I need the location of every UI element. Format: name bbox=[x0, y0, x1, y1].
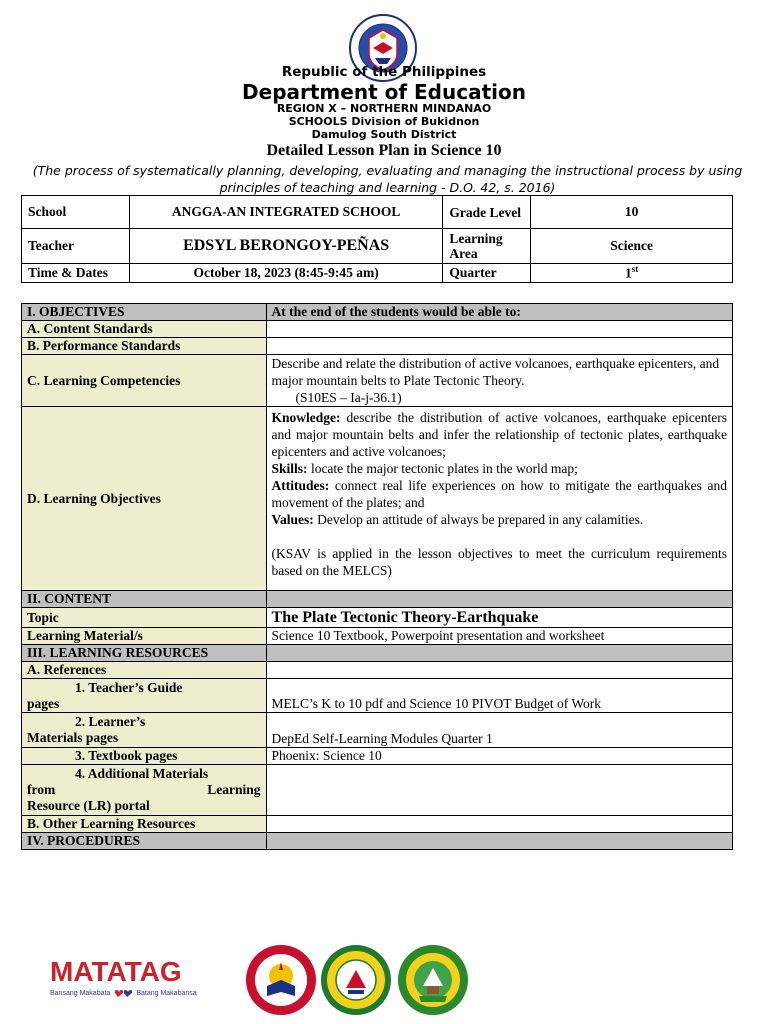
teachers-guide-label-line1: 1. Teacher’s Guide bbox=[75, 679, 183, 695]
additional-materials-label-line2 bbox=[27, 782, 261, 798]
skills-text: locate the major tectonic plates in the world map; bbox=[307, 461, 578, 476]
additional-materials-learning: Learning bbox=[207, 782, 261, 797]
attitudes-objective bbox=[272, 477, 727, 511]
procedures-section-label: IV. PROCEDURES bbox=[22, 833, 267, 850]
topic-label: Topic bbox=[22, 608, 267, 628]
matatag-tagline-right: Batang Makabansa bbox=[136, 989, 197, 997]
matatag-tagline-left: Bansang Makabata bbox=[50, 989, 111, 997]
values-label: Values: bbox=[271, 512, 314, 527]
department-heading: Department of Education bbox=[242, 80, 526, 104]
knowledge-objective bbox=[272, 409, 727, 460]
learning-area-label: Learning Area bbox=[443, 229, 531, 264]
other-resources-label: B. Other Learning Resources bbox=[22, 816, 267, 833]
hearts-icon bbox=[114, 988, 132, 998]
learning-material-value: Science 10 Textbook, Powerpoint presentation and worksheet bbox=[266, 628, 732, 645]
additional-materials-label bbox=[22, 765, 267, 816]
learning-resources-section-value bbox=[266, 645, 732, 662]
attitudes-label: Attitudes: bbox=[271, 478, 330, 493]
textbook-pages-label: 3. Textbook pages bbox=[22, 748, 267, 765]
other-resources-value bbox=[266, 816, 732, 833]
ksav-note: (KSAV is applied in the lesson objectives to meet the curriculum requirements based on the MELCS) bbox=[271, 546, 727, 578]
school-label: School bbox=[22, 196, 130, 229]
time-dates-value: October 18, 2023 (8:45-9:45 am) bbox=[129, 264, 443, 283]
content-section-label: II. CONTENT bbox=[22, 591, 267, 608]
attitudes-text: connect real life experiences on how to mitigate the earthquakes and movement of the plates; and bbox=[271, 478, 727, 510]
additional-materials-label-line3: Resource (LR) portal bbox=[27, 798, 150, 813]
quarter-suffix: st bbox=[631, 264, 639, 275]
additional-materials-label-line1: 4. Additional Materials bbox=[75, 766, 209, 781]
objectives-section-label: I. OBJECTIVES bbox=[22, 304, 267, 321]
lesson-plan-title: Detailed Lesson Plan in Science 10 bbox=[266, 142, 502, 159]
learning-competencies-value bbox=[266, 355, 732, 407]
learning-material-label: Learning Material/s bbox=[22, 628, 267, 645]
performance-standards-label: B. Performance Standards bbox=[22, 338, 267, 355]
matatag-wordmark: MATATAG bbox=[50, 956, 182, 987]
learners-materials-label-line1: 2. Learner’s bbox=[75, 714, 146, 729]
values-objective bbox=[272, 511, 727, 528]
school-value: ANGGA-AN INTEGRATED SCHOOL bbox=[129, 196, 443, 229]
knowledge-text: describe the distribution of active volcanoes, earthquake epicenters and major mountain belts and infer the relationship of tectonic plates, earthquake epicenters and active volcanoes; bbox=[271, 410, 727, 459]
topic-value: The Plate Tectonic Theory-Earthquake bbox=[266, 608, 732, 628]
learning-competencies-label: C. Learning Competencies bbox=[22, 355, 267, 407]
content-standards-label: A. Content Standards bbox=[22, 321, 267, 338]
skills-label: Skills: bbox=[271, 461, 308, 476]
learning-area-value: Science bbox=[531, 229, 733, 264]
learning-objectives-value bbox=[266, 407, 732, 591]
deped-division-logo bbox=[245, 944, 317, 1016]
content-standards-value bbox=[266, 321, 732, 338]
info-table bbox=[21, 195, 733, 283]
quarter-label: Quarter bbox=[443, 264, 531, 283]
teachers-guide-value: MELC’s K to 10 pdf and Science 10 PIVOT Budget of Work bbox=[266, 679, 732, 713]
teachers-guide-label-line2: pages bbox=[27, 695, 60, 711]
knowledge-label: Knowledge: bbox=[271, 410, 341, 425]
region-heading: REGION X – NORTHERN MINDANAO bbox=[276, 102, 492, 115]
deped-district-logo bbox=[320, 944, 392, 1016]
quarter-value bbox=[531, 264, 733, 283]
learners-materials-value: DepEd Self-Learning Modules Quarter 1 bbox=[266, 713, 732, 748]
grade-level-value: 10 bbox=[531, 196, 733, 229]
references-value bbox=[266, 662, 732, 679]
lesson-plan-description: (The process of systematically planning, developing, evaluating and managing the instructional process by using principles of teaching and learning - D.O. 42, s. 2016) bbox=[32, 163, 743, 195]
district-heading: Damulog South District bbox=[311, 128, 457, 141]
angga-an-school-logo bbox=[397, 944, 469, 1016]
learning-resources-section-label: III. LEARNING RESOURCES bbox=[22, 645, 267, 662]
learners-materials-label bbox=[22, 713, 267, 748]
teacher-label: Teacher bbox=[22, 229, 130, 264]
lesson-plan-table bbox=[21, 303, 733, 850]
content-section-value bbox=[266, 591, 732, 608]
learners-materials-label-line2: Materials pages bbox=[27, 730, 119, 745]
additional-materials-from: from bbox=[27, 782, 56, 797]
competencies-text: Describe and relate the distribution of active volcanoes, earthquake epicenters, and major mountain belts to Plate Tectonic Theory. bbox=[271, 356, 720, 388]
learning-objectives-label: D. Learning Objectives bbox=[22, 407, 267, 591]
objectives-section-value: At the end of the students would be able to: bbox=[266, 304, 732, 321]
teachers-guide-label bbox=[22, 679, 267, 713]
teacher-value: EDSYL BERONGOY-PEÑAS bbox=[129, 229, 443, 264]
matatag-logo bbox=[50, 956, 215, 1016]
competencies-code: (S10ES – Ia-j-36.1) bbox=[295, 390, 402, 405]
procedures-section-value bbox=[266, 833, 732, 850]
values-text: Develop an attitude of always be prepared in any calamities. bbox=[313, 512, 644, 527]
skills-objective bbox=[272, 460, 727, 477]
division-heading: SCHOOLS Division of Bukidnon bbox=[288, 115, 480, 128]
textbook-pages-value: Phoenix: Science 10 bbox=[266, 748, 732, 765]
time-dates-label: Time & Dates bbox=[22, 264, 130, 283]
quarter-number: 1 bbox=[625, 265, 632, 281]
performance-standards-value bbox=[266, 338, 732, 355]
grade-level-label: Grade Level bbox=[443, 196, 531, 229]
additional-materials-value bbox=[266, 765, 732, 816]
republic-heading: Republic of the Philippines bbox=[281, 64, 487, 80]
references-label: A. References bbox=[22, 662, 267, 679]
